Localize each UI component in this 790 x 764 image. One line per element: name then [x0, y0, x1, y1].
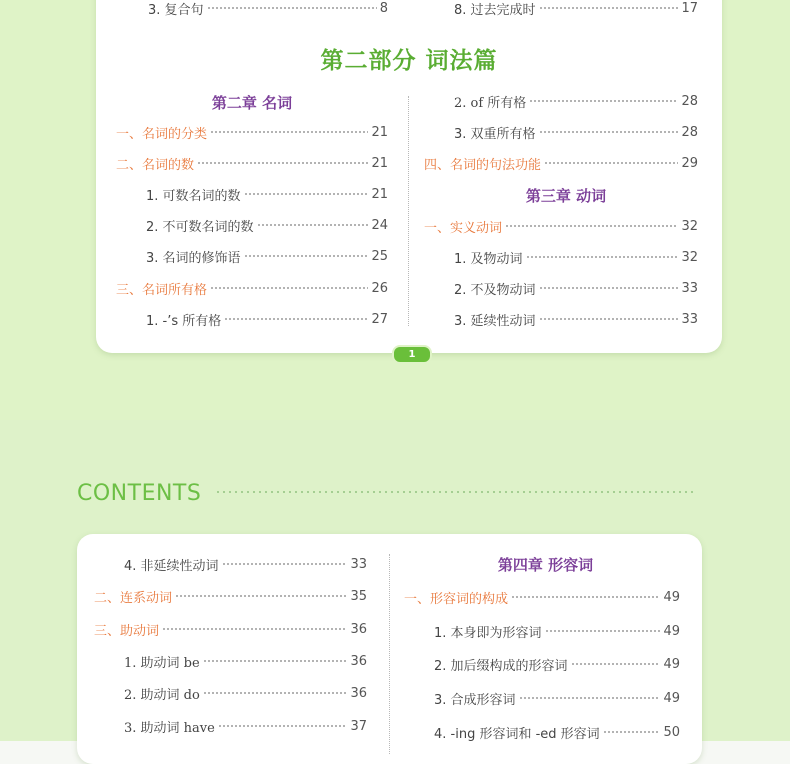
toc-entry-label: 2. 不及物动词 [454, 282, 536, 298]
toc-entry-label: 3. 助动词 have [124, 720, 215, 736]
toc-entry[interactable] [124, 683, 367, 703]
toc-entry-label: 1. 可数名词的数 [146, 188, 241, 204]
toc-entry-label: 2. 加后缀构成的形容词 [434, 658, 568, 674]
toc-section[interactable] [94, 586, 367, 606]
toc-section[interactable] [116, 278, 388, 298]
leader-dots [539, 287, 679, 289]
toc-entry[interactable] [454, 247, 698, 267]
toc-entry-page: 25 [371, 248, 388, 264]
toc-entry-label: 一、形容词的构成 [404, 591, 509, 607]
toc-entry-page: 36 [350, 685, 367, 701]
toc-entry-page: 36 [350, 621, 367, 637]
toc-entry-label: 3. 合成形容词 [434, 692, 516, 708]
leader-dots [162, 628, 347, 630]
toc-entry-page: 29 [681, 155, 698, 171]
leader-dots [175, 595, 347, 597]
toc-section[interactable] [404, 587, 680, 607]
leader-dots [544, 162, 678, 164]
toc-entry-label: 8. 过去完成时 [454, 2, 536, 18]
toc-entry-page: 37 [350, 718, 367, 734]
page-number-badge: 1 [392, 345, 432, 364]
leader-dots [545, 630, 661, 632]
leader-dots [210, 287, 368, 289]
leader-dots [244, 193, 369, 195]
chapter-heading: 第三章 动词 [525, 187, 607, 205]
leader-dots [526, 256, 679, 258]
leader-dots [539, 318, 679, 320]
toc-card-2 [77, 534, 702, 764]
toc-entry-label: 三、名词所有格 [116, 282, 208, 298]
toc-entry[interactable] [454, 278, 698, 298]
toc-entry[interactable] [124, 651, 367, 671]
leader-dots [511, 596, 660, 598]
toc-entry-page: 33 [681, 280, 698, 296]
leader-dots [539, 131, 679, 133]
leader-dots [539, 7, 679, 9]
toc-entry[interactable] [146, 184, 388, 204]
toc-entry-page: 49 [663, 656, 680, 672]
toc-entry[interactable] [124, 716, 367, 736]
toc-entry[interactable] [434, 722, 680, 742]
toc-entry-page: 49 [663, 623, 680, 639]
leader-dots [529, 100, 678, 102]
leader-dots [218, 725, 348, 727]
toc-section[interactable] [424, 216, 698, 236]
toc-entry-label: 4. 非延续性动词 [124, 558, 219, 574]
contents-leader-dots [215, 491, 695, 493]
leader-dots [203, 692, 348, 694]
leader-dots [222, 563, 348, 565]
toc-entry-page: 50 [663, 724, 680, 740]
leader-dots [197, 162, 368, 164]
toc-entry-label: 1. 及物动词 [454, 251, 523, 267]
part-title: 第二部分 词法篇 [320, 48, 498, 74]
toc-entry[interactable] [454, 309, 698, 329]
leader-dots [203, 660, 348, 662]
toc-section[interactable] [94, 619, 367, 639]
toc-entry-label: 3. 双重所有格 [454, 126, 536, 142]
toc-entry-label: 2. 助动词 do [124, 687, 200, 703]
leader-dots [257, 224, 369, 226]
toc-entry-page: 32 [681, 218, 698, 234]
leader-dots [603, 731, 661, 733]
toc-entry-label: 3. 复合句 [148, 2, 204, 18]
leader-dots [244, 255, 369, 257]
toc-entry-page: 35 [350, 588, 367, 604]
toc-entry-page: 28 [681, 93, 698, 109]
toc-entry-label: 二、名词的数 [116, 157, 195, 173]
toc-entry-page: 49 [663, 690, 680, 706]
toc-entry[interactable] [148, 0, 388, 18]
toc-entry[interactable] [124, 554, 367, 574]
toc-entry[interactable] [434, 688, 680, 708]
column-divider [408, 96, 409, 326]
contents-heading: CONTENTS [77, 481, 202, 506]
toc-entry-label: 1. 助动词 be [124, 655, 200, 671]
toc-entry-page: 33 [350, 556, 367, 572]
toc-entry-page: 27 [371, 311, 388, 327]
toc-entry[interactable] [454, 91, 698, 111]
column-divider [389, 554, 390, 754]
toc-section[interactable] [116, 122, 388, 142]
chapter-heading: 第四章 形容词 [497, 556, 594, 574]
toc-entry-label: 1. -’s 所有格 [146, 313, 222, 329]
toc-section[interactable] [116, 153, 388, 173]
toc-entry-page: 21 [371, 124, 388, 140]
toc-entry[interactable] [434, 654, 680, 674]
leader-dots [519, 697, 661, 699]
toc-entry[interactable] [146, 246, 388, 266]
toc-entry-label: 3. 延续性动词 [454, 313, 536, 329]
toc-entry-page: 17 [681, 0, 698, 16]
toc-entry-label: 四、名词的句法功能 [424, 157, 542, 173]
toc-entry[interactable] [146, 309, 388, 329]
leader-dots [207, 7, 377, 9]
toc-entry-page: 21 [371, 155, 388, 171]
toc-entry-page: 32 [681, 249, 698, 265]
toc-entry[interactable] [454, 122, 698, 142]
chapter-heading: 第二章 名词 [211, 94, 293, 112]
toc-card-1 [96, 0, 722, 353]
toc-entry-label: 4. -ing 形容词和 -ed 形容词 [434, 726, 600, 742]
toc-entry-page: 36 [350, 653, 367, 669]
toc-entry[interactable] [434, 621, 680, 641]
toc-entry-label: 3. 名词的修饰语 [146, 250, 241, 266]
toc-entry-label: 一、实义动词 [424, 220, 503, 236]
toc-section[interactable] [424, 153, 698, 173]
toc-entry[interactable] [454, 0, 698, 18]
leader-dots [505, 225, 678, 227]
leader-dots [571, 663, 661, 665]
leader-dots [224, 318, 368, 320]
toc-entry-page: 26 [371, 280, 388, 296]
toc-entry-page: 21 [371, 186, 388, 202]
toc-entry-label: 2. of 所有格 [454, 95, 527, 111]
toc-entry-page: 24 [371, 217, 388, 233]
toc-entry-label: 三、助动词 [94, 623, 160, 639]
toc-entry-label: 1. 本身即为形容词 [434, 625, 542, 641]
toc-entry-page: 8 [379, 0, 388, 16]
toc-entry-label: 二、连系动词 [94, 590, 173, 606]
toc-entry-label: 一、名词的分类 [116, 126, 208, 142]
toc-entry-label: 2. 不可数名词的数 [146, 219, 254, 235]
toc-entry[interactable] [146, 215, 388, 235]
leader-dots [210, 131, 368, 133]
toc-entry-page: 49 [663, 589, 680, 605]
toc-entry-page: 28 [681, 124, 698, 140]
toc-entry-page: 33 [681, 311, 698, 327]
